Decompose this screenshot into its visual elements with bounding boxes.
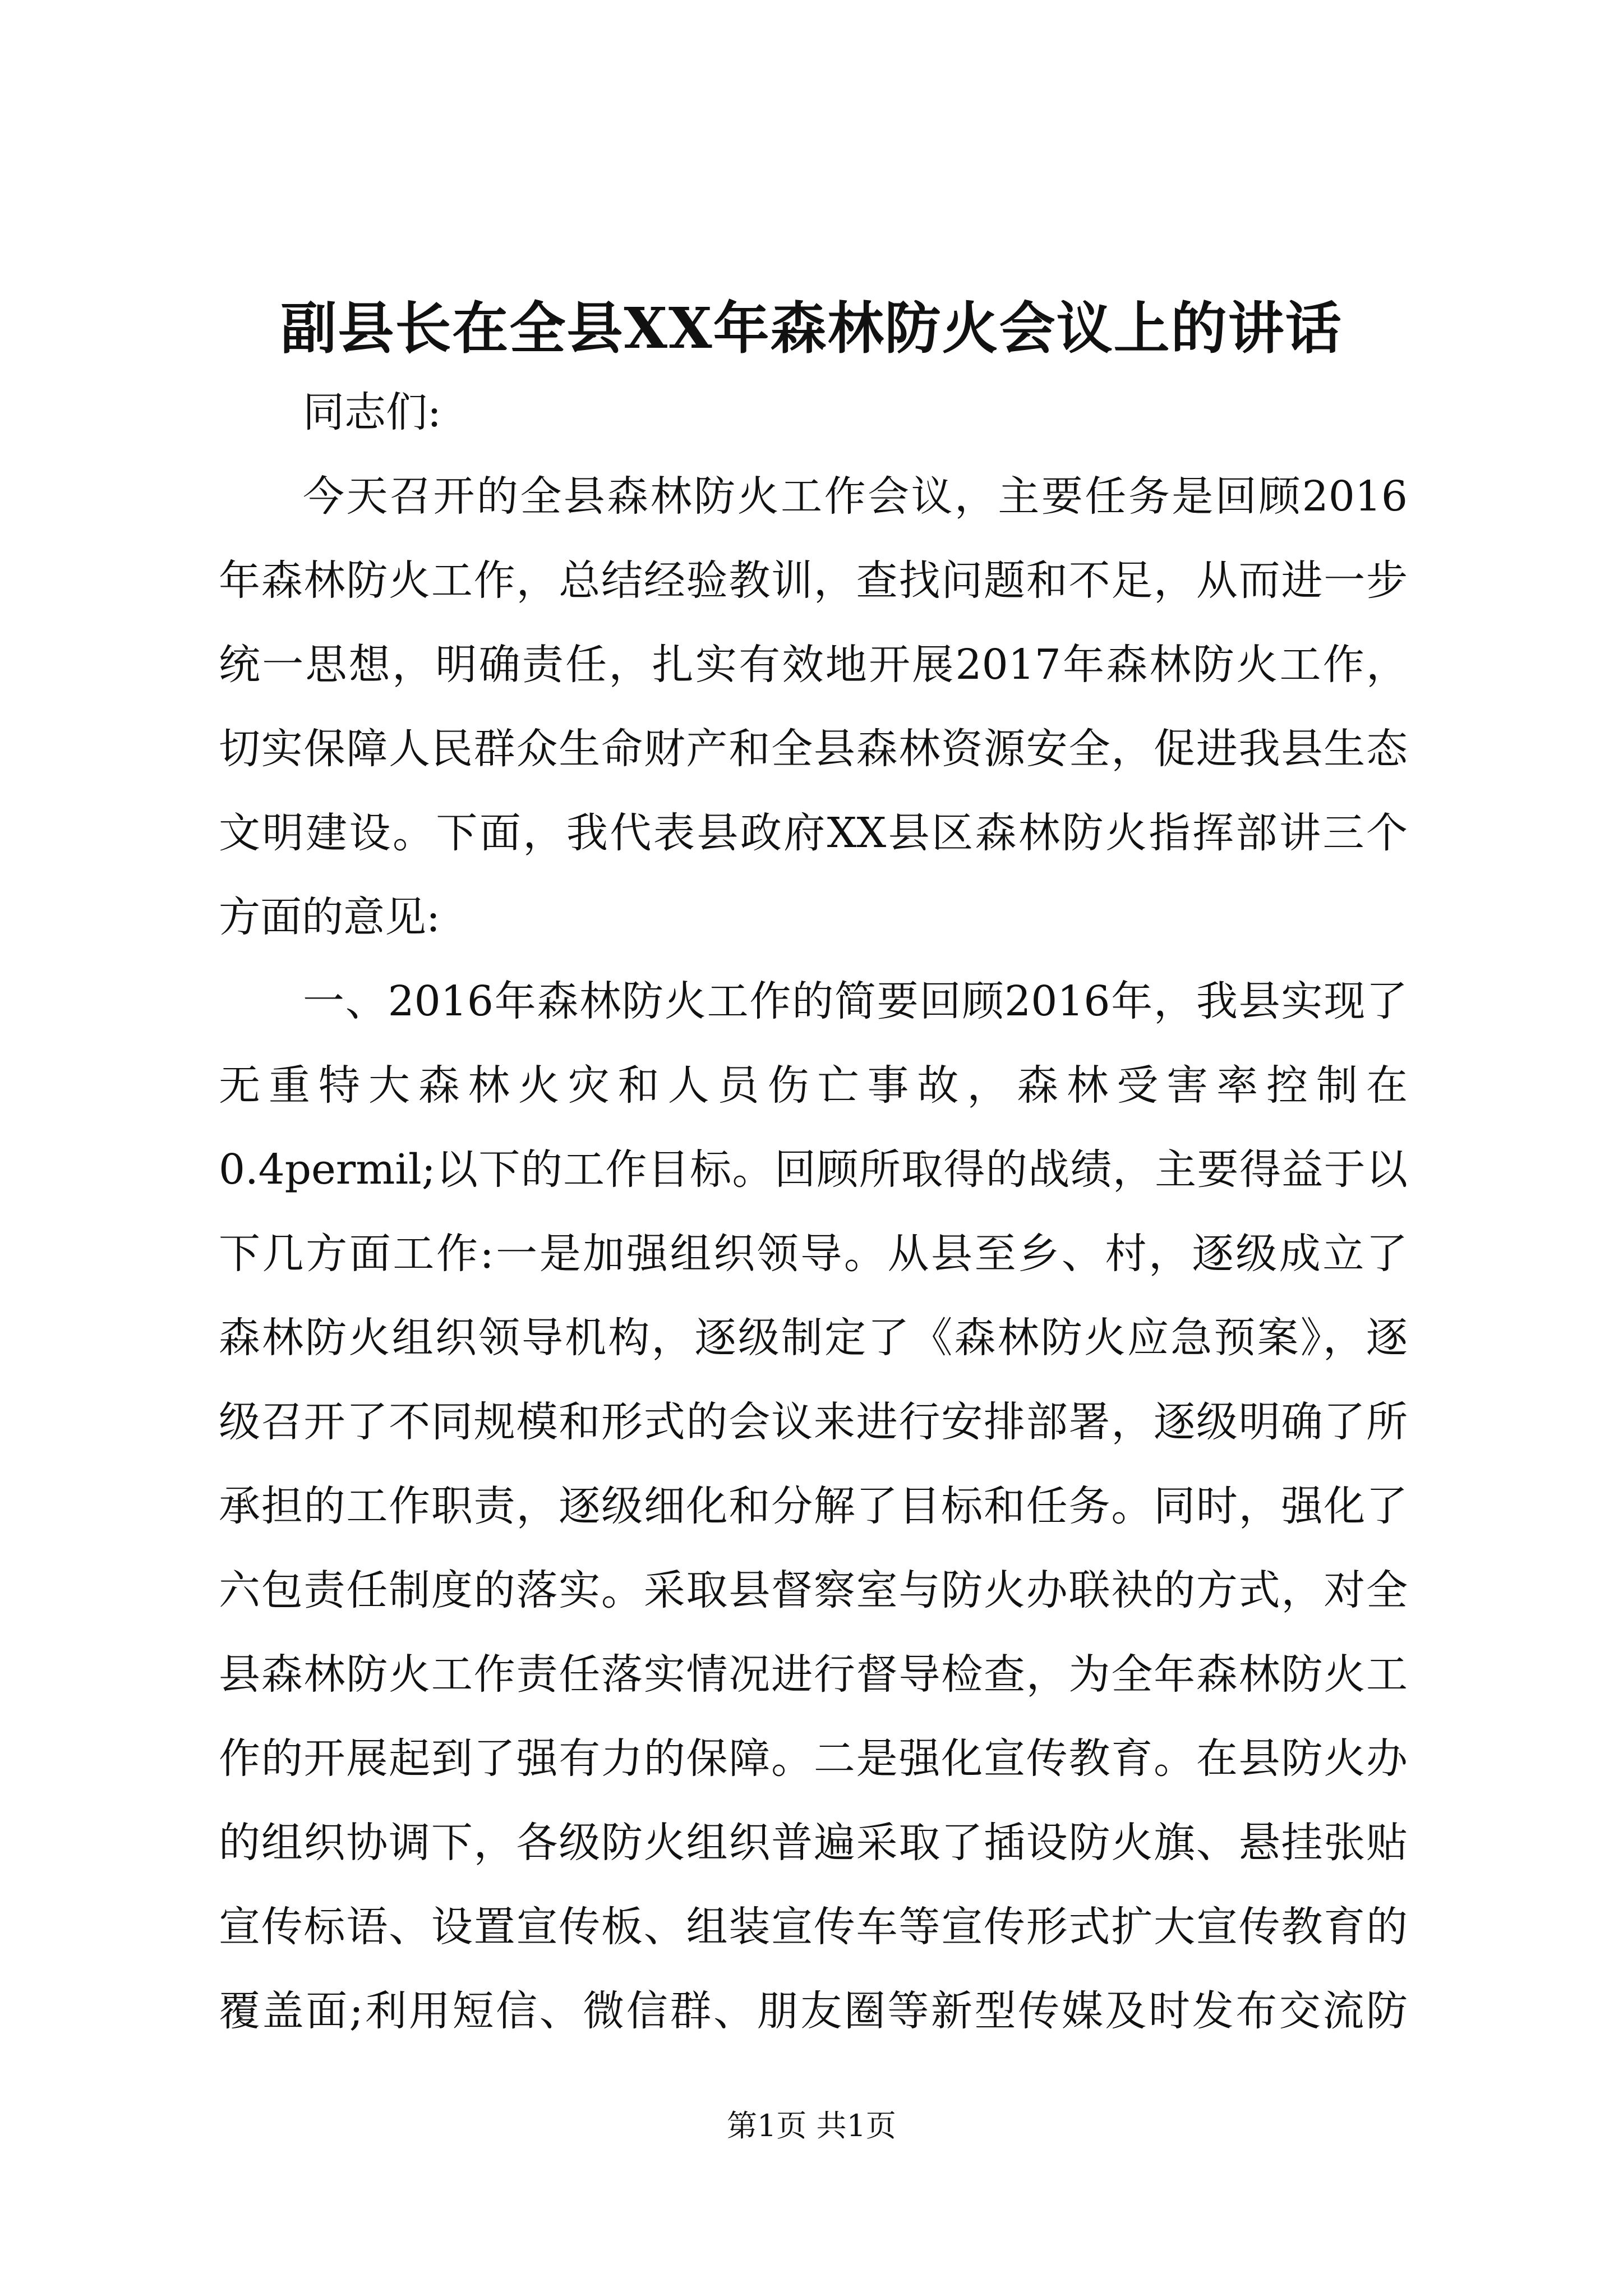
body-line: 下几方面工作:一是加强组织领导。从县至乡、村，逐级成立了 <box>219 1230 1408 1278</box>
body-line: 无重特大森林火灾和人员伤亡事故，森林受害率控制在 <box>219 1061 1408 1110</box>
body-line: 一、2016年森林防火工作的简要回顾2016年，我县实现了 <box>303 977 1408 1025</box>
body-line: 级召开了不同规模和形式的会议来进行安排部署，逐级明确了所 <box>219 1398 1408 1446</box>
body-line: 六包责任制度的落实。采取县督察室与防火办联袂的方式，对全 <box>219 1566 1408 1614</box>
body-line: 作的开展起到了强有力的保障。二是强化宣传教育。在县防火办 <box>219 1734 1408 1783</box>
body-line: 覆盖面;利用短信、微信群、朋友圈等新型传媒及时发布交流防 <box>219 1987 1408 2035</box>
body-line: 县森林防火工作责任落实情况进行督导检查，为全年森林防火工 <box>219 1650 1408 1699</box>
body-line: 承担的工作职责，逐级细化和分解了目标和任务。同时，强化了 <box>219 1482 1408 1530</box>
page-title: 副县长在全县XX年森林防火会议上的讲话 <box>280 295 1343 361</box>
body-line: 方面的意见: <box>219 893 440 941</box>
body-line: 统一思想，明确责任，扎实有效地开展2017年森林防火工作， <box>219 641 1408 689</box>
salutation: 同志们: <box>303 388 441 436</box>
body-line: 的组织协调下，各级防火组织普遍采取了插设防火旗、悬挂张贴 <box>219 1819 1408 1867</box>
body-line: 宣传标语、设置宣传板、组装宣传车等宣传形式扩大宣传教育的 <box>219 1903 1408 1951</box>
body-line: 切实保障人民群众生命财产和全县森林资源安全，促进我县生态 <box>219 725 1408 773</box>
body-line: 文明建设。下面，我代表县政府XX县区森林防火指挥部讲三个 <box>219 809 1408 857</box>
body-line: 年森林防火工作，总结经验教训，查找问题和不足，从而进一步 <box>219 556 1408 605</box>
page-footer: 第1页 共1页 <box>727 2108 896 2143</box>
body-line: 今天召开的全县森林防火工作会议，主要任务是回顾2016 <box>303 472 1408 521</box>
body-line: 0.4permil;以下的工作目标。回顾所取得的战绩，主要得益于以 <box>219 1145 1408 1194</box>
body-line: 森林防火组织领导机构，逐级制定了《森林防火应急预案》，逐 <box>219 1314 1408 1362</box>
